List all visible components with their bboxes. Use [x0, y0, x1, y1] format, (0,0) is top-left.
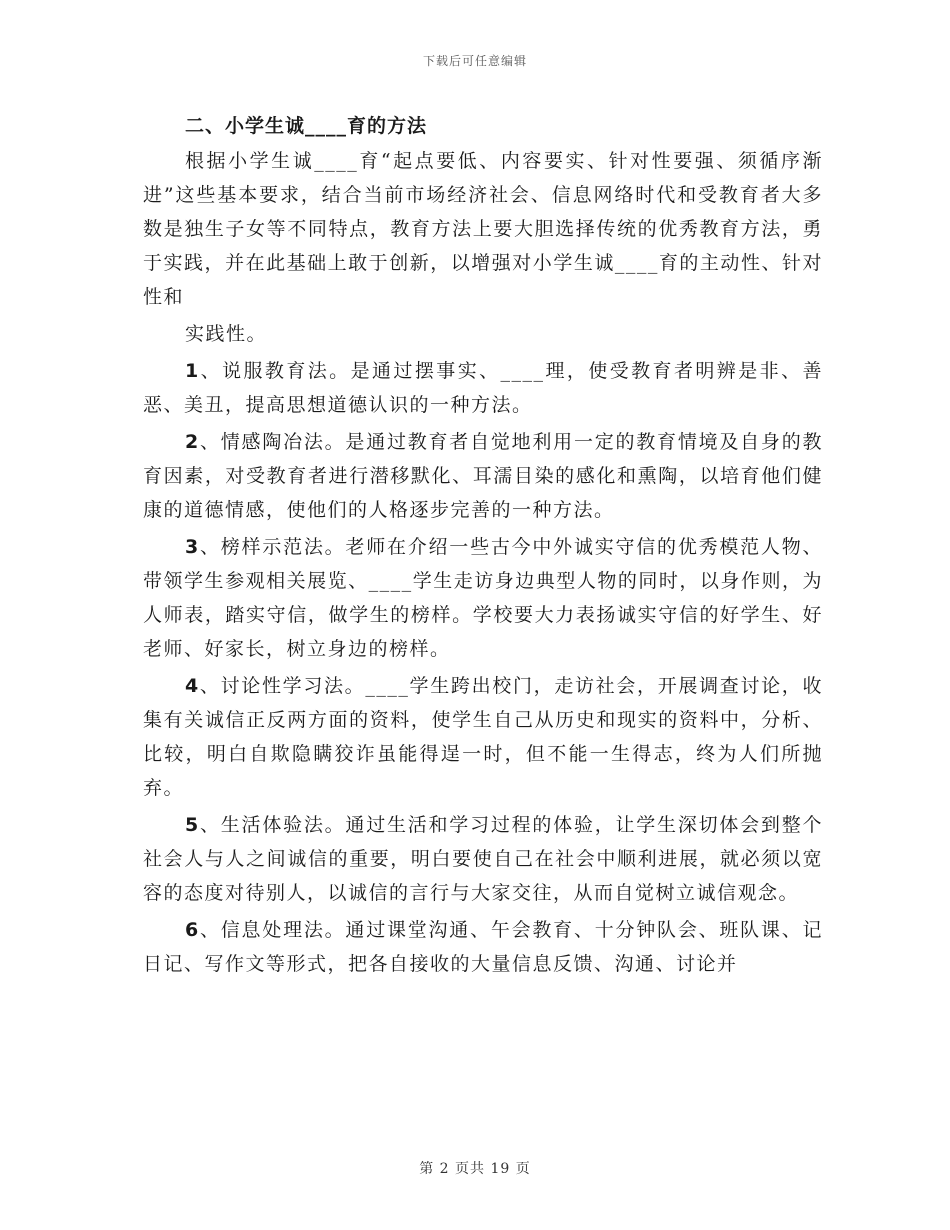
method-number: 1: [185, 360, 200, 382]
intro-continuation: 实践性。: [185, 323, 268, 345]
method-text: 、榜样示范法。老师在介绍一些古今中外诚实守信的优秀模范人物、带领学生参观相关展览、____学生走访身边典型人物的同时，以身作则，为人师表，踏实守信，做学生的榜样。学校要大力表扬诚实守信的好学生、好老师、好家长，树立身边的榜样。: [143, 536, 823, 660]
method-number: 2: [185, 431, 200, 453]
page-footer: 第 2 页共 19 页: [419, 1161, 531, 1177]
method-text: 、说服教育法。是通过摆事实、____理，使受教育者明辨是非、善恶、美丑，提高思想道德认识的一种方法。: [143, 360, 823, 416]
method-number: 3: [185, 536, 200, 558]
method-paragraph-2: [143, 425, 823, 527]
method-number: 6: [185, 919, 200, 941]
intro-paragraph: 根据小学生诚____育“起点要低、内容要实、针对性要强、须循序渐进”这些基本要求，结合当前市场经济社会、信息网络时代和受教育者大多数是独生子女等不同特点，教育方法上要大胆选择传统的优秀教育方法，勇于实践，并在此基础上敢于创新，以增强对小学生诚____育的主动性、针对性和: [143, 150, 823, 308]
method-text: 、讨论性学习法。____学生跨出校门，走访社会，开展调查讨论，收集有关诚信正反两方面的资料，使学生自己从历史和现实的资料中，分析、比较，明白自欺隐瞒狡诈虽能得逞一时，但不能一生得志，终为人们所抛弃。: [143, 675, 823, 799]
method-number: 5: [185, 814, 200, 836]
method-paragraph-4: [143, 669, 823, 805]
method-text: 、信息处理法。通过课堂沟通、午会教育、十分钟队会、班队课、记日记、写作文等形式，把各自接收的大量信息反馈、沟通、讨论并: [143, 919, 823, 975]
method-paragraph-5: [143, 808, 823, 910]
method-text: 、情感陶冶法。是通过教育者自觉地利用一定的教育情境及自身的教育因素，对受教育者进行潜移默化、耳濡目染的感化和熏陶，以培育他们健康的道德情感，使他们的人格逐步完善的一种方法。: [143, 431, 823, 521]
page-header: 下载后可任意编辑: [422, 54, 527, 68]
method-text: 、生活体验法。通过生活和学习过程的体验，让学生深切体会到整个社会人与人之间诚信的重要，明白要使自己在社会中顺利进展，就必须以宽容的态度对待别人，以诚信的言行与大家交往，从而自觉树立诚信观念。: [143, 814, 823, 904]
method-paragraph-1: [143, 354, 823, 422]
document-body: [143, 108, 823, 981]
method-number: 4: [185, 675, 200, 697]
section-heading: 二、小学生诚____育的方法: [185, 115, 428, 137]
method-paragraph-3: [143, 530, 823, 666]
method-paragraph-6: [143, 913, 823, 981]
